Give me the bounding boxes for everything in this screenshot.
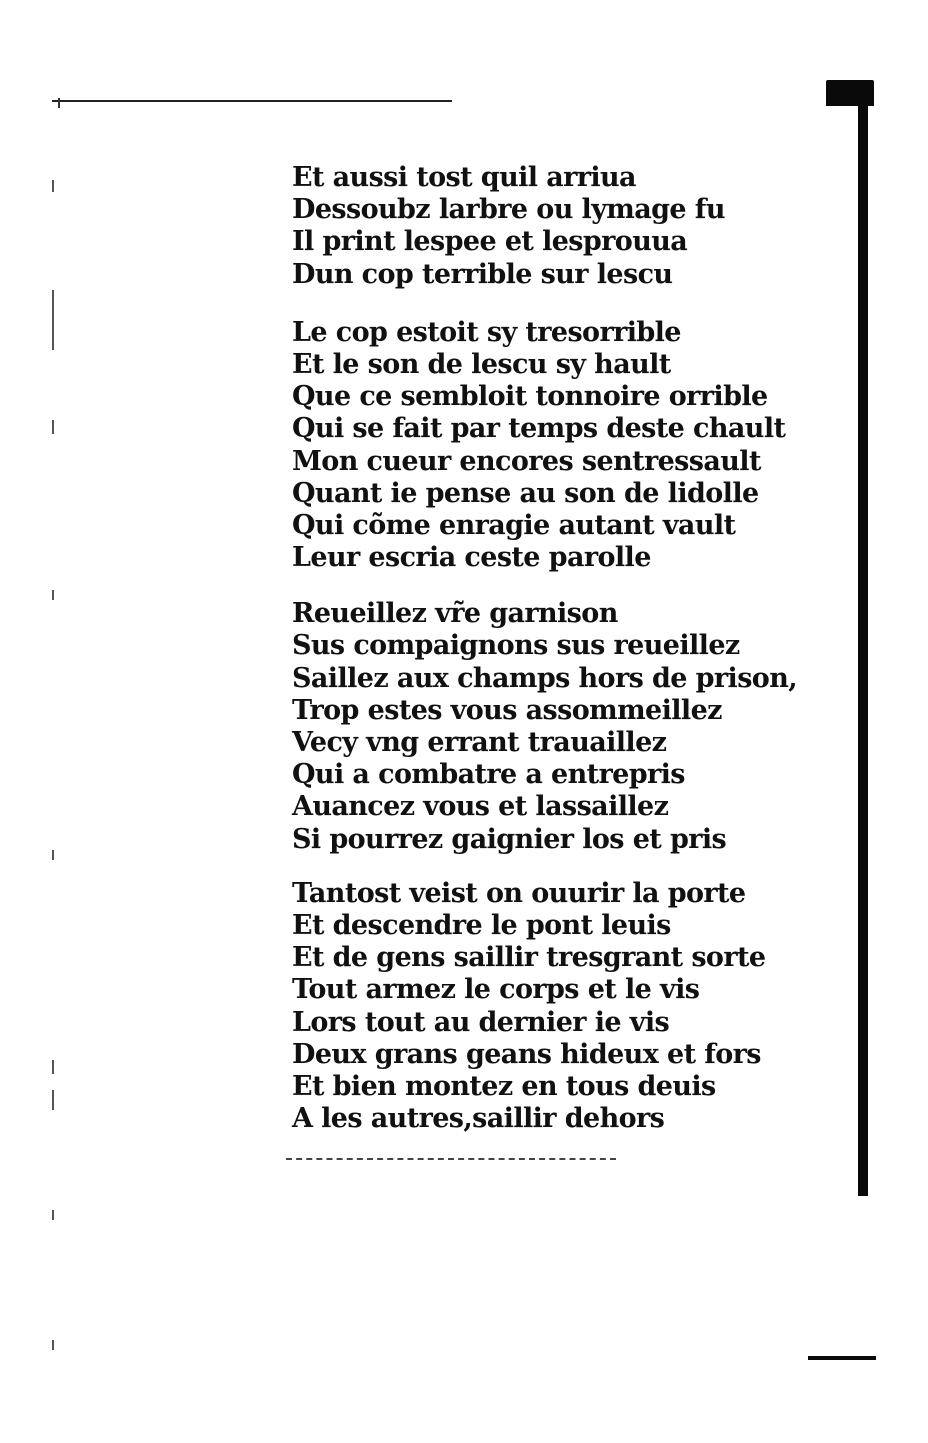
bottom-dash-rule: [286, 1158, 616, 1162]
verse-line: Et aussi tost quil arriua: [292, 162, 636, 193]
margin-mark: [52, 420, 54, 434]
verse-line: A les autres,saillir dehors: [292, 1103, 665, 1135]
verse-line: Tantost veist on ouurir la porte: [292, 877, 746, 909]
verse-line: Vecy vng errant trauaillez: [292, 727, 667, 758]
binding-edge-foot: [808, 1356, 876, 1360]
top-rule: [52, 100, 452, 102]
margin-mark: [52, 1060, 54, 1074]
verse-line: Sus compaignons sus reueillez: [292, 630, 740, 662]
margin-mark: [52, 1340, 54, 1350]
verse-line: Si pourrez gaignier los et pris: [292, 823, 727, 855]
stanza-4: [292, 877, 766, 1136]
margin-mark: [52, 1210, 54, 1220]
stanza-2: [292, 316, 786, 575]
margin-mark: [52, 1090, 54, 1110]
top-rule-tick: [58, 98, 60, 108]
verse-line: Que ce sembloit tonnoire orrible: [292, 381, 768, 413]
stanza-1: [292, 162, 762, 291]
verse-line: Tout armez le corps et le vis: [292, 974, 700, 1006]
verse-line: Et de gens saillir tresgrant sorte: [292, 942, 766, 974]
verse-line: Auancez vous et lassaillez: [292, 791, 669, 823]
verse-line: Qui se fait par temps deste chault: [292, 413, 786, 445]
verse-line: Leur escria ceste parolle: [292, 542, 651, 574]
verse-line: Le cop estoit sy tresorrible: [292, 316, 681, 348]
margin-mark: [52, 290, 54, 350]
verse-line: Trop estes vous assommeillez: [292, 694, 722, 726]
verse-line: Qui a combatre a entrepris: [292, 759, 685, 791]
stanza-3: [292, 598, 798, 856]
margin-mark: [52, 180, 54, 192]
margin-mark: [52, 850, 54, 860]
verse-line: Mon cueur encores sentressault: [292, 445, 761, 477]
verse-line: Saillez aux champs hors de prison,: [292, 662, 798, 694]
verse-line: Il print lespee et lesprouua: [292, 226, 688, 258]
verse-line: Dun cop terrible sur lescu: [292, 258, 673, 290]
verse-line: Et le son de lescu sy hault: [292, 348, 671, 380]
verse-line: Et bien montez en tous deuis: [292, 1070, 716, 1102]
verse-line: Reueillez vr̃e garnison: [292, 598, 618, 630]
verse-line: Quant ie pense au son de lidolle: [292, 477, 759, 509]
verse-line: Et descendre le pont leuis: [292, 909, 671, 941]
left-margin-marks: [46, 110, 66, 1370]
verse-line: Lors tout au dernier ie vis: [292, 1006, 670, 1038]
binding-edge-bar: [858, 94, 868, 1196]
verse-line: Qui cõme enragie autant vault: [292, 509, 736, 541]
verse-block: [292, 162, 798, 1161]
verse-line: Dessoubz larbre ou lymage fu: [292, 194, 725, 226]
margin-mark: [52, 590, 54, 600]
verse-line: Deux grans geans hideux et fors: [292, 1038, 761, 1070]
